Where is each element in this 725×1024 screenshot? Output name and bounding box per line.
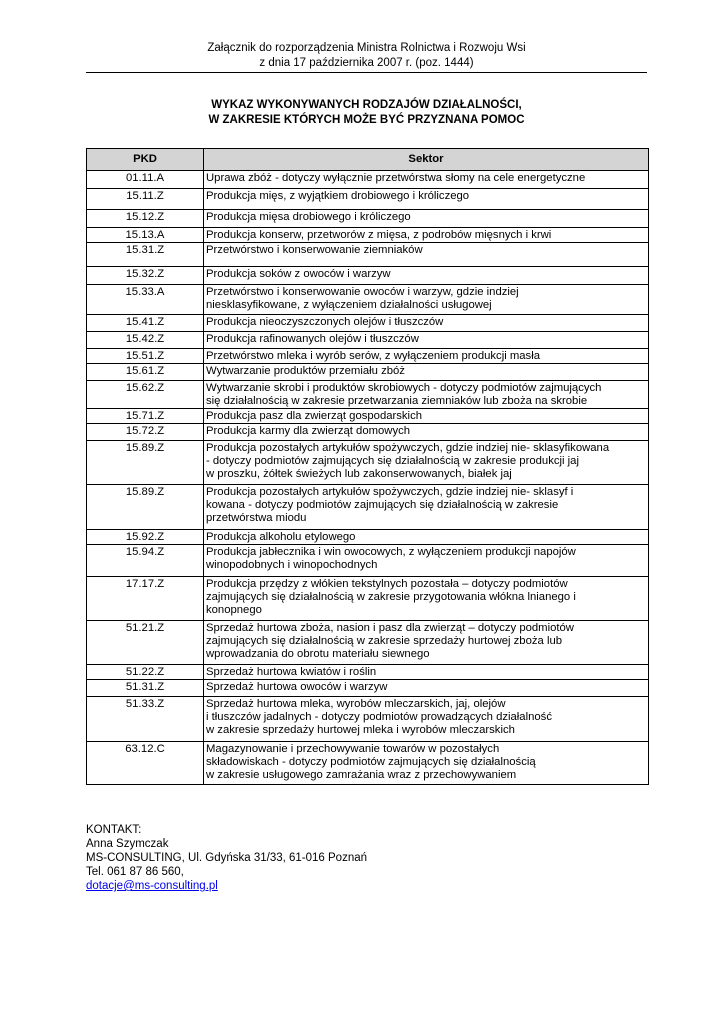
pkd-code-cell: 63.12.C bbox=[87, 742, 204, 785]
document-header bbox=[86, 41, 647, 71]
sektor-description-cell bbox=[204, 485, 649, 530]
contact-label: KONTAKT: bbox=[86, 824, 142, 836]
table-row bbox=[87, 485, 649, 530]
sektor-description-line: wprowadzania do obrotu materiału siewnego bbox=[206, 648, 430, 660]
sektor-description-cell bbox=[204, 680, 649, 697]
sektor-description-line: Przetwórstwo i konserwowanie ziemniaków bbox=[206, 244, 423, 256]
sektor-description-cell bbox=[204, 243, 649, 267]
pkd-code-cell: 15.94.Z bbox=[87, 545, 204, 577]
table-body bbox=[87, 171, 649, 785]
pkd-table bbox=[86, 148, 649, 785]
pkd-code-cell: 15.32.Z bbox=[87, 267, 204, 285]
pkd-code-cell: 15.61.Z bbox=[87, 364, 204, 381]
table-row bbox=[87, 577, 649, 621]
table-row bbox=[87, 545, 649, 577]
pkd-code-cell: 17.17.Z bbox=[87, 577, 204, 621]
pkd-code-cell: 15.12.Z bbox=[87, 210, 204, 228]
pkd-code-cell: 15.92.Z bbox=[87, 530, 204, 545]
table-header-row bbox=[87, 149, 649, 171]
sektor-description-line: składowiskach - dotyczy podmiotów zajmujących się działalnością bbox=[206, 756, 536, 768]
sektor-description-cell bbox=[204, 530, 649, 545]
table-row bbox=[87, 210, 649, 228]
contact-phone: Tel. 061 87 86 560, bbox=[86, 866, 184, 878]
sektor-description-line: Sprzedaż hurtowa kwiatów i roślin bbox=[206, 666, 377, 678]
sektor-description-line: Produkcja alkoholu etylowego bbox=[206, 531, 356, 543]
table-row bbox=[87, 742, 649, 785]
sektor-description-line: Produkcja karmy dla zwierząt domowych bbox=[206, 425, 411, 437]
contact-block bbox=[86, 823, 646, 893]
sektor-description-line: się działalnością w zakresie przetwarzania ziemniaków lub zboża na skrobie bbox=[206, 395, 588, 407]
table-row bbox=[87, 680, 649, 697]
contact-email-link[interactable]: dotacje@ms-consulting.pl bbox=[86, 880, 218, 892]
pkd-code-cell: 15.51.Z bbox=[87, 349, 204, 364]
sektor-description-line: Przetwórstwo mleka i wyrób serów, z wyłączeniem produkcji masła bbox=[206, 350, 540, 362]
pkd-code-cell: 15.31.Z bbox=[87, 243, 204, 267]
sektor-description-cell bbox=[204, 285, 649, 315]
sektor-description-cell bbox=[204, 424, 649, 441]
pkd-code-cell: 51.22.Z bbox=[87, 665, 204, 680]
pkd-code-cell: 51.21.Z bbox=[87, 621, 204, 665]
sektor-description-line: Produkcja soków z owoców i warzyw bbox=[206, 268, 391, 280]
table-row bbox=[87, 332, 649, 349]
pkd-code-cell: 15.62.Z bbox=[87, 381, 204, 409]
table-row bbox=[87, 364, 649, 381]
title-line-2: W ZAKRESIE KTÓRYCH MOŻE BYĆ PRZYZNANA POMOC bbox=[208, 114, 525, 126]
sektor-description-cell bbox=[204, 697, 649, 742]
sektor-description-cell bbox=[204, 228, 649, 243]
pkd-column-header: PKD bbox=[87, 149, 204, 171]
sektor-description-cell bbox=[204, 441, 649, 485]
sektor-description-cell bbox=[204, 364, 649, 381]
sektor-description-line: zajmujących się działalnością w zakresie przygotowania włókna lnianego i bbox=[206, 591, 576, 603]
sektor-description-cell bbox=[204, 409, 649, 424]
pkd-code-cell: 15.89.Z bbox=[87, 441, 204, 485]
table-row bbox=[87, 381, 649, 409]
sektor-description-line: Produkcja mięsa drobiowego i króliczego bbox=[206, 211, 411, 223]
sektor-description-line: w zakresie usługowego zamrażania wraz z przechowywaniem bbox=[206, 769, 517, 781]
table-row bbox=[87, 665, 649, 680]
pkd-code-cell: 51.33.Z bbox=[87, 697, 204, 742]
sektor-description-line: winopodobnych i winopochodnych bbox=[206, 559, 378, 571]
sektor-description-line: Produkcja mięs, z wyjątkiem drobiowego i króliczego bbox=[206, 190, 470, 202]
sektor-description-line: Sprzedaż hurtowa owoców i warzyw bbox=[206, 681, 388, 693]
table-row bbox=[87, 697, 649, 742]
sektor-description-line: Produkcja nieoczyszczonych olejów i tłuszczów bbox=[206, 316, 444, 328]
table-row bbox=[87, 228, 649, 243]
sektor-description-line: Sprzedaż hurtowa zboża, nasion i pasz dla zwierząt – dotyczy podmiotów bbox=[206, 622, 574, 634]
sektor-description-line: Uprawa zbóż - dotyczy wyłącznie przetwórstwa słomy na cele energetyczne bbox=[206, 172, 586, 184]
sektor-description-line: Przetwórstwo i konserwowanie owoców i warzyw, gdzie indziej bbox=[206, 286, 519, 298]
table-row bbox=[87, 171, 649, 189]
sektor-description-cell bbox=[204, 381, 649, 409]
sektor-description-cell bbox=[204, 332, 649, 349]
sektor-description-line: konopnego bbox=[206, 604, 262, 616]
sektor-column-header: Sektor bbox=[204, 149, 649, 171]
sektor-description-cell bbox=[204, 189, 649, 210]
table-row bbox=[87, 349, 649, 364]
sektor-description-line: Magazynowanie i przechowywanie towarów w pozostałych bbox=[206, 743, 500, 755]
table-row bbox=[87, 243, 649, 267]
sektor-description-cell bbox=[204, 665, 649, 680]
table-row bbox=[87, 621, 649, 665]
pkd-code-cell: 15.71.Z bbox=[87, 409, 204, 424]
pkd-code-cell: 15.33.A bbox=[87, 285, 204, 315]
table-row bbox=[87, 441, 649, 485]
table-row bbox=[87, 267, 649, 285]
sektor-description-line: Produkcja jabłecznika i win owocowych, z wyłączeniem produkcji napojów bbox=[206, 546, 576, 558]
table-row bbox=[87, 285, 649, 315]
sektor-description-line: w zakresie sprzedaży hurtowej mleka i wyrobów mleczarskich bbox=[206, 724, 515, 736]
sektor-description-line: Produkcja pozostałych artykułów spożywczych, gdzie indziej nie- sklasyfikowana bbox=[206, 442, 610, 454]
sektor-description-cell bbox=[204, 171, 649, 189]
sektor-description-line: Produkcja przędzy z włókien tekstylnych pozostała – dotyczy podmiotów bbox=[206, 578, 568, 590]
table-row bbox=[87, 189, 649, 210]
table-row bbox=[87, 424, 649, 441]
pkd-code-cell: 01.11.A bbox=[87, 171, 204, 189]
sektor-description-cell bbox=[204, 210, 649, 228]
sektor-description-line: Produkcja rafinowanych olejów i tłuszczów bbox=[206, 333, 419, 345]
sektor-description-line: przetwórstwa miodu bbox=[206, 512, 307, 524]
sektor-description-cell bbox=[204, 545, 649, 577]
sektor-description-line: Produkcja pasz dla zwierząt gospodarskich bbox=[206, 410, 423, 422]
header-divider bbox=[86, 72, 647, 73]
pkd-code-cell: 15.41.Z bbox=[87, 315, 204, 332]
table-row bbox=[87, 530, 649, 545]
header-line-2: z dnia 17 października 2007 r. (poz. 1444) bbox=[259, 57, 474, 69]
sektor-description-cell bbox=[204, 349, 649, 364]
pkd-code-cell: 51.31.Z bbox=[87, 680, 204, 697]
sektor-description-line: Sprzedaż hurtowa mleka, wyrobów mleczarskich, jaj, olejów bbox=[206, 698, 506, 710]
sektor-description-line: kowana - dotyczy podmiotów zajmujących się działalnością w zakresie bbox=[206, 499, 559, 511]
pkd-code-cell: 15.13.A bbox=[87, 228, 204, 243]
sektor-description-cell bbox=[204, 267, 649, 285]
sektor-description-cell bbox=[204, 577, 649, 621]
sektor-description-line: niesklasyfikowane, z wyłączeniem działalności usługowej bbox=[206, 299, 492, 311]
sektor-description-line: zajmujących się działalnością w zakresie sprzedaży hurtowej zboża lub bbox=[206, 635, 563, 647]
header-line-1: Załącznik do rozporządzenia Ministra Rolnictwa i Rozwoju Wsi bbox=[207, 42, 526, 54]
sektor-description-line: w proszku, żółtek świeżych lub zakonserwowanych, białek jaj bbox=[206, 468, 512, 480]
contact-address: MS-CONSULTING, Ul. Gdyńska 31/33, 61-016 Poznań bbox=[86, 852, 368, 864]
sektor-description-line: - dotyczy podmiotów zajmujących się działalnością w zakresie produkcji jaj bbox=[206, 455, 579, 467]
pkd-code-cell: 15.72.Z bbox=[87, 424, 204, 441]
pkd-code-cell: 15.11.Z bbox=[87, 189, 204, 210]
sektor-description-cell bbox=[204, 742, 649, 785]
sektor-description-cell bbox=[204, 621, 649, 665]
sektor-description-line: Wytwarzanie skrobi i produktów skrobiowych - dotyczy podmiotów zajmujących bbox=[206, 382, 602, 394]
pkd-code-cell: 15.89.Z bbox=[87, 485, 204, 530]
pkd-code-cell: 15.42.Z bbox=[87, 332, 204, 349]
document-title bbox=[86, 98, 647, 128]
sektor-description-line: Wytwarzanie produktów przemiału zbóż bbox=[206, 365, 405, 377]
sektor-description-line: Produkcja pozostałych artykułów spożywczych, gdzie indziej nie- sklasyf i bbox=[206, 486, 574, 498]
sektor-description-line: Produkcja konserw, przetworów z mięsa, z podrobów mięsnych i krwi bbox=[206, 229, 552, 241]
table-row bbox=[87, 409, 649, 424]
table-row bbox=[87, 315, 649, 332]
title-line-1: WYKAZ WYKONYWANYCH RODZAJÓW DZIAŁALNOŚCI, bbox=[211, 99, 522, 111]
sektor-description-cell bbox=[204, 315, 649, 332]
contact-name: Anna Szymczak bbox=[86, 838, 169, 850]
sektor-description-line: i tłuszczów jadalnych - dotyczy podmiotów prowadzących działalność bbox=[206, 711, 552, 723]
